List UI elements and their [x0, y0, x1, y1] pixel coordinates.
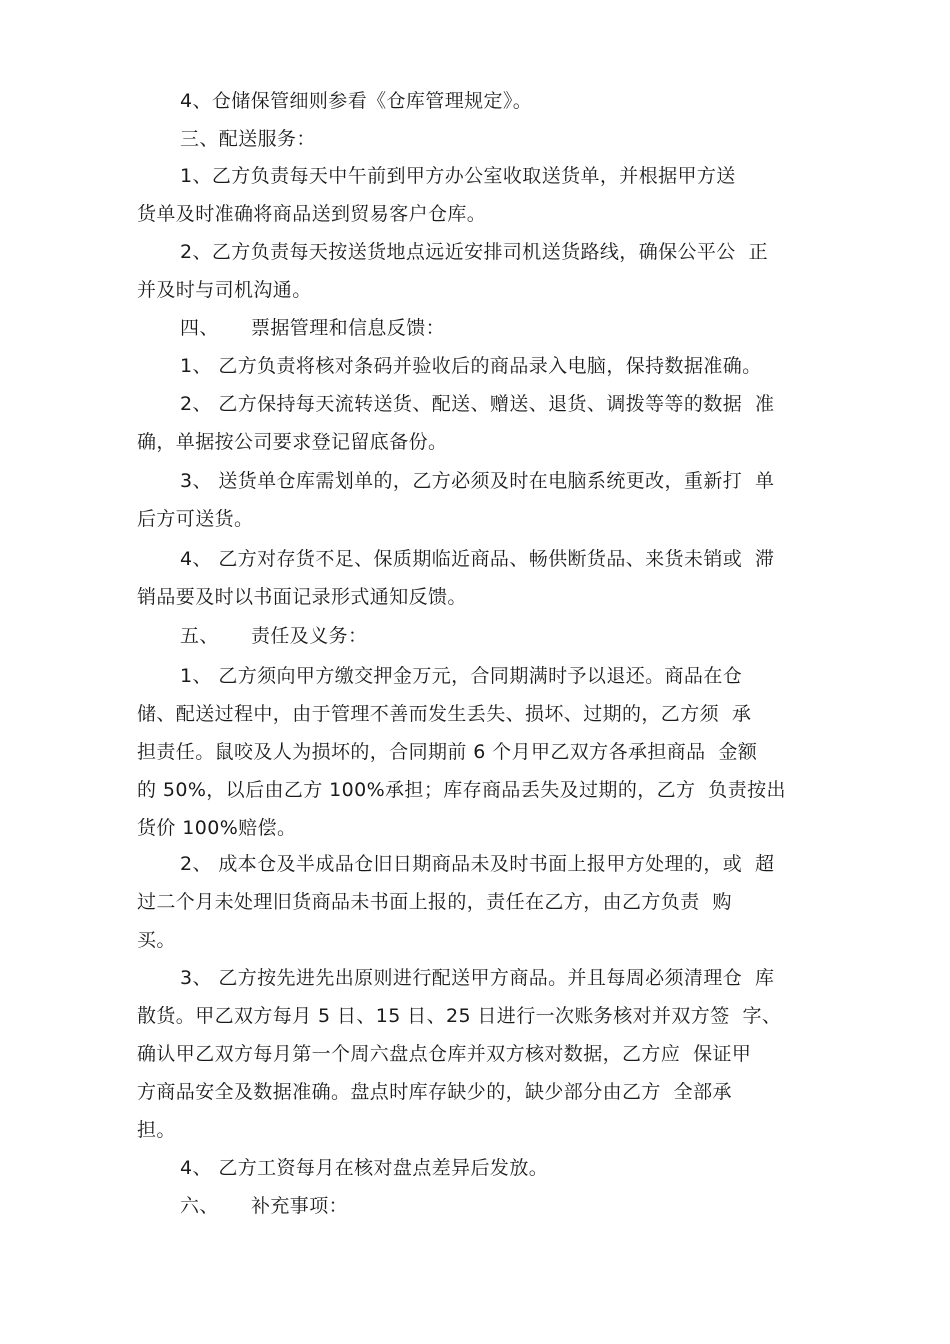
text-line: 并及时与司机沟通。	[137, 279, 312, 301]
text-line: 4、 乙方对存货不足、保质期临近商品、畅供断货品、来货未销或 滞	[180, 548, 775, 570]
text-line: 2、乙方负责每天按送货地点远近安排司机送货路线，确保公平公 正	[180, 241, 768, 263]
text-line: 销品要及时以书面记录形式通知反馈。	[137, 586, 467, 608]
text-line: 担。	[137, 1119, 176, 1141]
text-line: 1、乙方负责每天中午前到甲方办公室收取送货单，并根据甲方送	[180, 165, 736, 187]
text-line: 3、 乙方按先进先出原则进行配送甲方商品。并且每周必须清理仓 库	[180, 967, 775, 989]
text-line: 过二个月未处理旧货商品未书面上报的，责任在乙方，由乙方负责 购	[137, 891, 732, 913]
text-line: 2、 乙方保持每天流转送货、配送、赠送、退货、调拨等等的数据 准	[180, 393, 775, 415]
section-heading: 六、 补充事项：	[180, 1195, 348, 1217]
text-line: 货价 100%赔偿。	[137, 817, 297, 839]
text-line: 后方可送货。	[137, 508, 254, 530]
text-line: 散货。甲乙双方每月 5 日、15 日、25 日进行一次账务核对并双方签 字、	[137, 1005, 782, 1027]
section-heading: 四、 票据管理和信息反馈：	[180, 317, 445, 339]
text-line: 4、 乙方工资每月在核对盘点差异后发放。	[180, 1157, 549, 1179]
text-line: 4、仓储保管细则参看《仓库管理规定》。	[180, 90, 533, 112]
section-heading: 五、 责任及义务：	[180, 625, 368, 647]
section-heading: 三、配送服务：	[180, 128, 316, 150]
text-line: 担责任。鼠咬及人为损坏的，合同期前 6 个月甲乙双方各承担商品 金额	[137, 741, 758, 763]
text-line: 买。	[137, 929, 176, 951]
text-line: 1、 乙方负责将核对条码并验收后的商品录入电脑，保持数据准确。	[180, 355, 762, 377]
text-line: 的 50%，以后由乙方 100%承担；库存商品丢失及过期的，乙方 负责按出	[137, 779, 786, 801]
text-line: 确认甲乙双方每月第一个周六盘点仓库并双方核对数据，乙方应 保证甲	[137, 1043, 752, 1065]
text-line: 2、 成本仓及半成品仓旧日期商品未及时书面上报甲方处理的，或 超	[180, 853, 775, 875]
text-line: 方商品安全及数据准确。盘点时库存缺少的，缺少部分由乙方 全部承	[137, 1081, 732, 1103]
text-line: 货单及时准确将商品送到贸易客户仓库。	[137, 203, 487, 225]
text-line: 1、 乙方须向甲方缴交押金万元，合同期满时予以退还。商品在仓	[180, 665, 743, 687]
text-line: 3、 送货单仓库需划单的，乙方必须及时在电脑系统更改，重新打 单	[180, 470, 775, 492]
text-line: 确，单据按公司要求登记留底备份。	[137, 431, 448, 453]
text-line: 储、配送过程中，由于管理不善而发生丢失、损坏、过期的，乙方须 承	[137, 703, 752, 725]
